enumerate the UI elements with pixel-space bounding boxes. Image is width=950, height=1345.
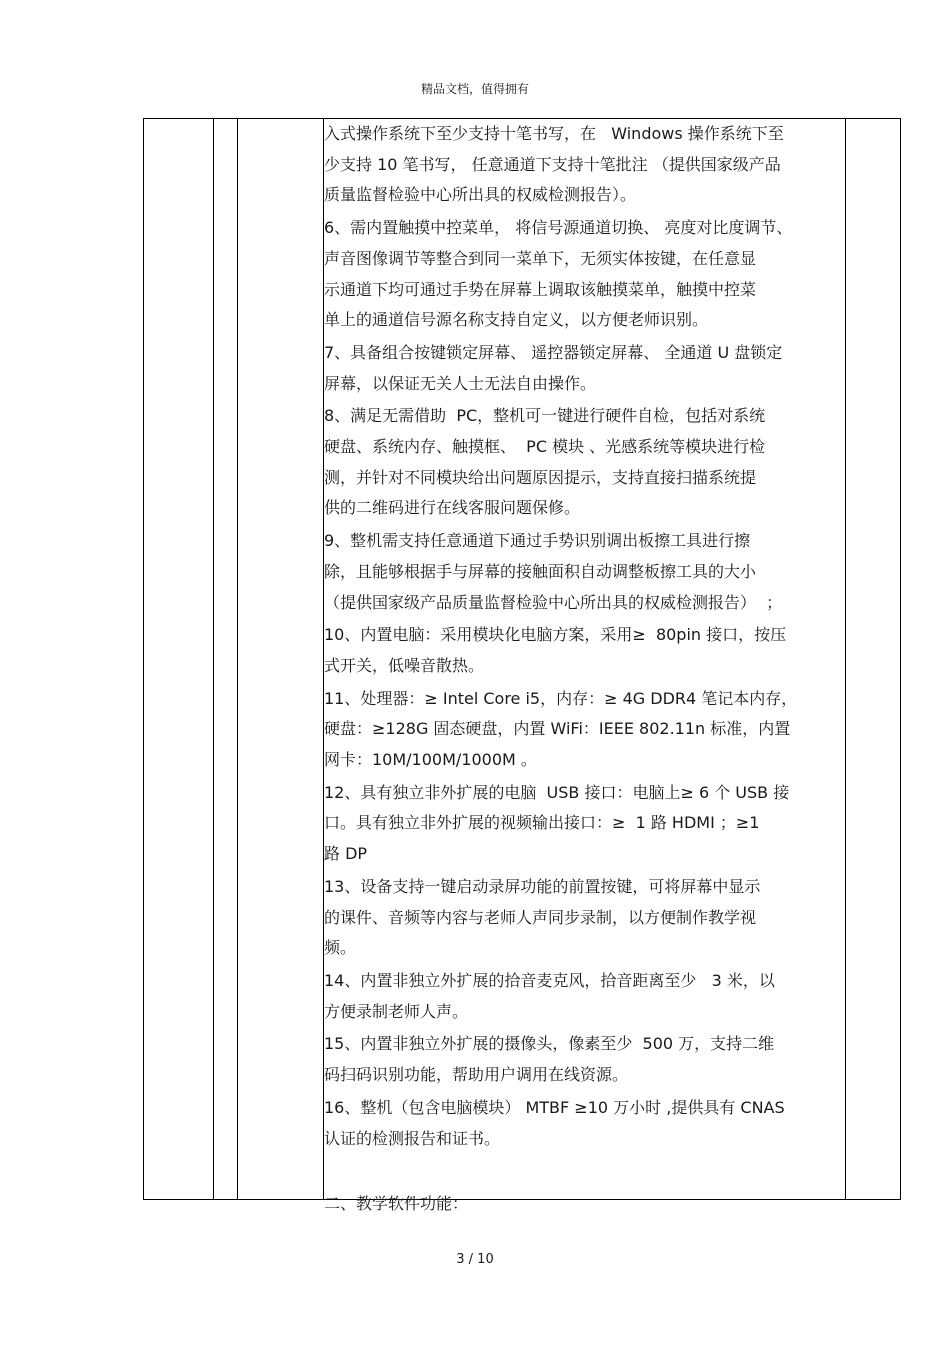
spec-line: 10、内置电脑：采用模块化电脑方案，采用≥ 80pin 接口，按压 (324, 625, 787, 645)
spec-line: 入式操作系统下至少支持十笔书写，在 Windows 操作系统下至 (324, 124, 784, 143)
spec-paragraph (324, 778, 845, 872)
page-header: 精品文档，值得拥有 (420, 82, 529, 96)
spec-paragraph (324, 966, 845, 1029)
spec-line: （提供国家级产品质量监督检验中心所出具的权威检测报告） ； (324, 592, 783, 612)
spec-line: 12、具有独立非外扩展的电脑 USB 接口：电脑上≥ 6 个 USB 接 (324, 782, 790, 802)
spec-line (324, 1156, 845, 1187)
spec-line: 码扫码识别功能，帮助用户调用在线资源。 (324, 1065, 629, 1085)
spec-line: 15、内置非独立外扩展的摄像头，像素至少 500 万，支持二维 (324, 1034, 775, 1054)
spec-table (143, 118, 901, 1213)
spec-line: 屏幕，以保证无关人士无法自由操作。 (324, 373, 597, 393)
spec-line: 7、具备组合按键锁定屏幕、 遥控器锁定屏幕、 全通道 U 盘锁定 (324, 342, 783, 362)
spec-paragraph (324, 1189, 845, 1222)
spec-paragraph (324, 338, 845, 401)
spec-line: 硬盘：≥128G 固态硬盘，内置 WiFi：IEEE 802.11n 标准，内置 (324, 719, 791, 739)
spec-paragraph (324, 620, 845, 683)
spec-line: 口。具有独立非外扩展的视频输出接口：≥ 1 路 HDMI ；≥1 (324, 813, 760, 833)
spec-line: 硬盘、系统内存、触摸框、 PC 模块 、光感系统等模块进行检 (324, 437, 766, 457)
spec-paragraph (324, 1093, 845, 1156)
spec-line: 14、内置非独立外扩展的拾音麦克风，拾音距离至少 3 米，以 (324, 970, 775, 990)
spec-line: 路 DP (324, 844, 368, 864)
spec-line: 除，且能够根据手与屏幕的接触面积自动调整板擦工具的大小 (324, 561, 757, 581)
column-divider (213, 119, 214, 1199)
spec-paragraph (324, 401, 845, 526)
spec-line: 式开关，低噪音散热。 (324, 655, 485, 675)
spec-description-cell (324, 119, 845, 1222)
spec-line: 测，并针对不同模块给出问题原因提示，支持直接扫描系统提 (324, 467, 757, 487)
spec-line: 6、需内置触摸中控菜单， 将信号源通道切换、 亮度对比度调节、 (324, 218, 793, 238)
spec-line: 认证的检测报告和证书。 (324, 1128, 501, 1148)
spec-line: 8、满足无需借助 PC，整机可一键进行硬件自检，包括对系统 (324, 406, 766, 426)
spec-paragraph (324, 213, 845, 338)
spec-line: 二、教学软件功能： (324, 1193, 469, 1213)
spec-line: 声音图像调节等整合到同一菜单下，无须实体按键，在任意显 (324, 248, 757, 268)
spec-line: 频。 (324, 938, 357, 958)
spec-line: 的课件、音频等内容与老师人声同步录制，以方便制作教学视 (324, 907, 757, 927)
spec-line: 供的二维码进行在线客服问题保修。 (324, 498, 581, 518)
spec-line: 16、整机（包含电脑模块） MTBF ≥10 万小时 ,提供具有 CNAS (324, 1097, 785, 1117)
spec-paragraph (324, 119, 845, 213)
spec-paragraph (324, 1029, 845, 1092)
spec-line: 9、整机需支持任意通道下通过手势识别调出板擦工具进行擦 (324, 531, 751, 551)
spec-line: 示通道下均可通过手势在屏幕上调取该触摸菜单，触摸中控菜 (324, 279, 757, 299)
spec-paragraph (324, 1156, 845, 1189)
spec-line: 13、设备支持一键启动录屏功能的前置按键，可将屏幕中显示 (324, 876, 761, 896)
page-number: 3 / 10 (456, 1252, 494, 1267)
spec-line: 单上的通道信号源名称支持自定义，以方便老师识别。 (324, 310, 709, 330)
spec-paragraph (324, 684, 845, 778)
spec-paragraph (324, 872, 845, 966)
spec-line: 11、处理器：≥ Intel Core i5，内存：≥ 4G DDR4 笔记本内存， (324, 688, 798, 708)
column-divider (845, 119, 846, 1199)
spec-line: 网卡：10M/100M/1000M 。 (324, 750, 537, 770)
spec-line: 方便录制老师人声。 (324, 1001, 469, 1021)
column-divider (237, 119, 238, 1199)
spec-paragraph (324, 526, 845, 620)
spec-line: 质量监督检验中心所出具的权威检测报告）。 (324, 185, 637, 205)
spec-line: 少支持 10 笔书写， 任意通道下支持十笔批注 （提供国家级产品 (324, 154, 781, 174)
